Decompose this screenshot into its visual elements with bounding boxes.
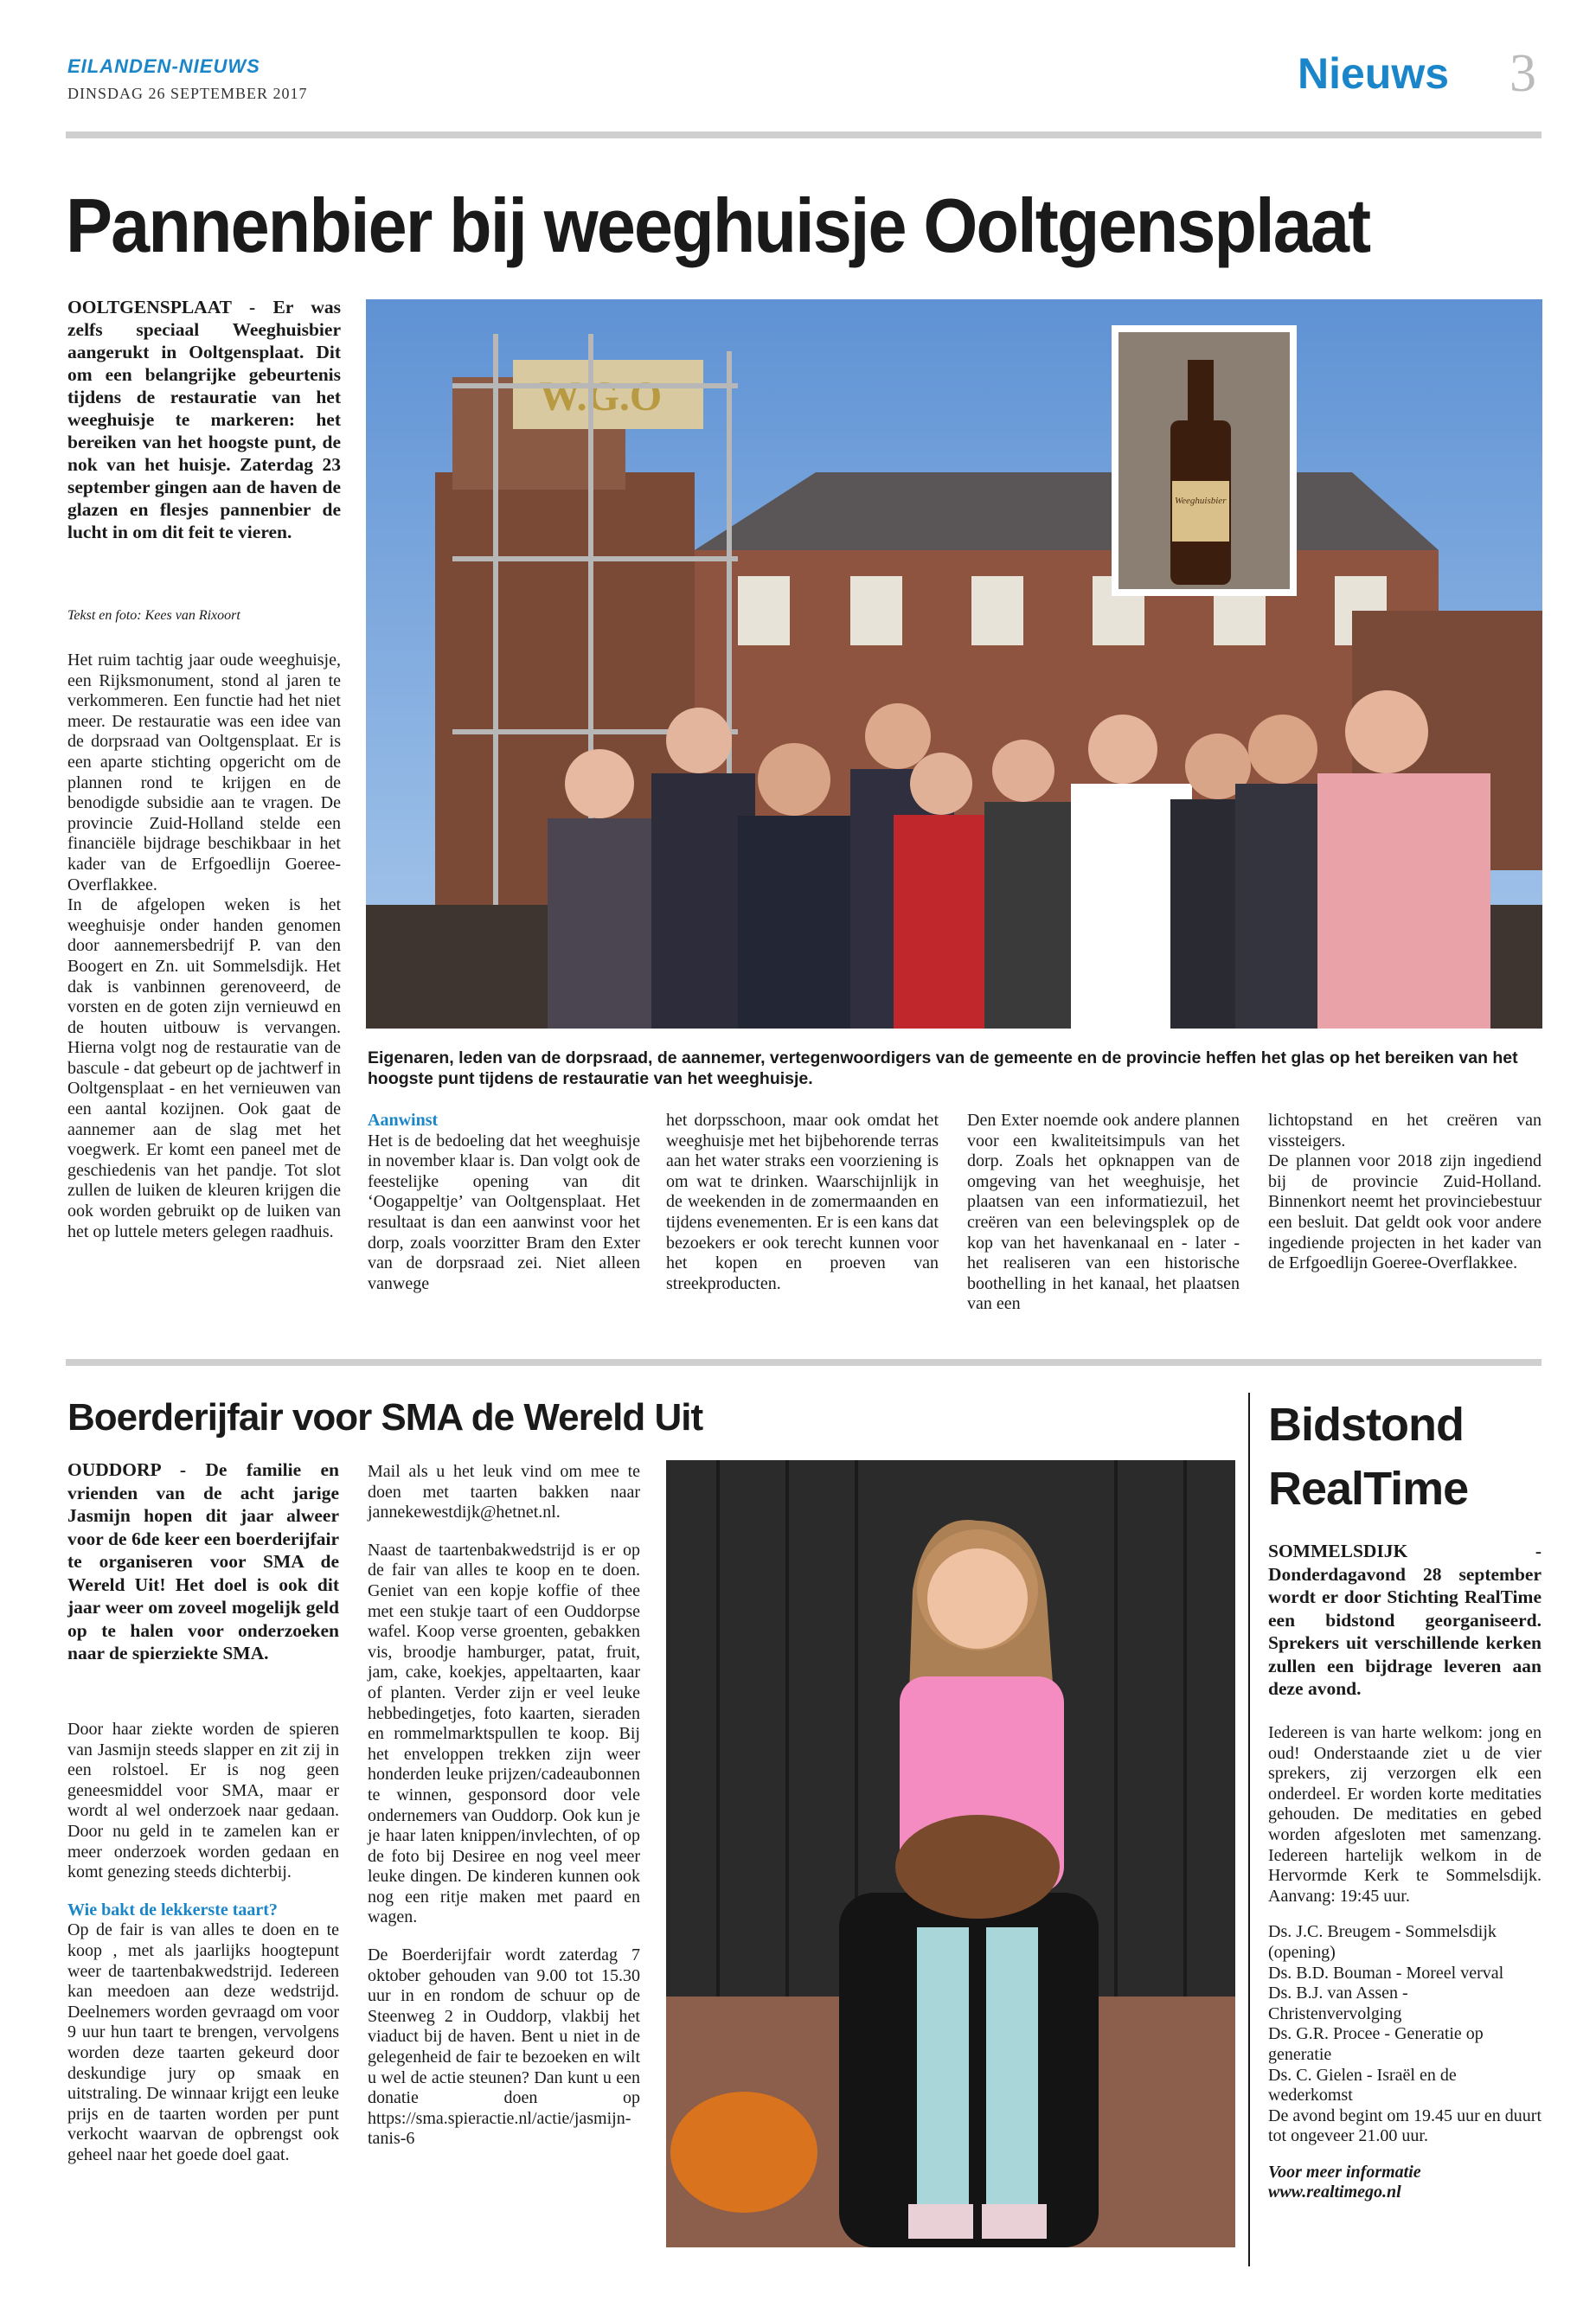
article-headline: Pannenbier bij weeghuisje Ooltgensplaat xyxy=(66,183,1370,268)
speaker-list xyxy=(1268,1922,1542,2106)
paragraph: Mail als u het leuk vind om mee te doen met taarten bakken naar jannekewestdijk@hetnet.nl. xyxy=(368,1462,640,1522)
article-body-col3 xyxy=(666,1111,939,1294)
paragraph: Den Exter noemde ook andere plannen voor een kwaliteitsimpuls van het dorp. Zoals het opknappen van de omgeving van het weeghuisje, het plaatsen van een informatiezuil, het creëren van een belevingsplek op de kop van het havenkanaal en - later - het realiseren van een historische boothelling in het kanaal, het plaatsen van een xyxy=(967,1111,1240,1314)
paragraph: Het is de bedoeling dat het weeghuisje in november klaar is. Dan volgt ook de feestelijke opening van dit ‘Oogappeltje’ van Ooltgensplaat. Het resultaat is dan een aanwinst voor het dorp, zoals voorzitter Bram den Exter van de dorpsraad zei. Niet alleen vanwege xyxy=(368,1131,640,1293)
paragraph: lichtopstand en het creëren van vissteigers. xyxy=(1268,1111,1542,1150)
article-body-col2 xyxy=(368,1111,640,1294)
article2-lead: OUDDORP - De familie en vrienden van de acht jarige Jasmijn hopen dit jaar alweer voor de 6de keer een boerderijfair te organiseren voor SMA de Wereld Uit! Het doel is ook dit jaar weer om zoveel mogelijk geld op te halen voor onderzoeken naar de spierziekte SMA. xyxy=(67,1459,339,1663)
masthead-logo: EILANDEN-NIEUWS xyxy=(67,55,260,77)
section-divider xyxy=(66,1359,1542,1366)
page-number: 3 xyxy=(1509,44,1536,103)
paragraph: Op de fair is van alles te doen en te koop , met als jaarlijks hoogtepunt weer de taartenbakwedstrijd. Iedereen kan meedoen aan deze wedstrijd. Deelnemers worden gevraagd om voor 9 uur hun taart te brengen, vervolgens worden deze taarten gekeurd door deskundige jury op smaak en uitstraling. De winnaar krijgt een leuke prijs en de taarten worden per punt verkocht waarvan de opbrengst ook geheel naar het goede doel gaat. xyxy=(67,1920,339,2164)
article-body-col1 xyxy=(67,651,341,1242)
paragraph: het dorpsschoon, maar ook omdat het weeghuisje met het bijbehorende terras aan het water straks een voorziening is om wat te drinken. Waarschijnlijk in de weekenden in de zomermaanden en tijdens evenementen. Er is een kans dat bezoekers er ook terecht kunnen voor het kopen en proeven van streekproducten. xyxy=(666,1111,939,1293)
photo-girl-wheelchair xyxy=(666,1460,1235,2247)
paragraph: Door haar ziekte worden de spieren van Jasmijn steeds slapper en zit zij in een rolstoel. Er is nog geen geneesmiddel voor SMA, maar er wordt al wel onderzoek naar gedaan. Door nu geld in te zamelen kan er meer onderzoek worden gedaan en komt genezing steeds dichterbij. xyxy=(67,1720,339,1882)
article-body-col5 xyxy=(1268,1111,1542,1274)
list-item: Ds. J.C. Breugem - Sommelsdijk (opening) xyxy=(1268,1922,1497,1962)
paragraph: Iedereen is van harte welkom: jong en oud! Onderstaande ziet u de vier sprekers, zij verzorgen elk een onderdeel. Er worden korte meditaties gehouden. De meditaties en gebed worden afgesloten met samenzang. Iedereen hartelijk welkom in de Hervormde Kerk te Sommelsdijk. Aanvang: 19:45 uur. xyxy=(1268,1723,1542,1906)
main-photo xyxy=(366,299,1542,1029)
paragraph: Naast de taartenbakwedstrijd is er op de fair van alles te koop en te doen. Geniet van een kopje koffie of thee met een stukje taart of een Ouddorpse wafel. Koop verse groenten, gebakken vis, broodje hamburger, patat, fruit, jam, cake, koekjes, appeltaarten, kaar of planten. Verder zijn er veel leuke hebbedingetjes, foto kaarten, sieraden en rommelmarktspullen te koop. Bij het enveloppen trekken zijn weer honderden leuke prijzen/cadeaubonnen te winnen, gesponsord door vele ondernemers van Ouddorp. Ook kun je je haar laten knippen/invlechten, of op de foto bij Desiree en nog veel meer leuke dingen. De kinderen kunnen ook nog een ritje maken met paard en wagen. xyxy=(368,1540,640,1927)
article-body-col4 xyxy=(967,1111,1240,1315)
paragraph: De avond begint om 19.45 uur en duurt tot ongeveer 21.00 uur. xyxy=(1268,2106,1542,2146)
article-byline: Tekst en foto: Kees van Rixoort xyxy=(67,608,240,623)
list-item: Ds. G.R. Procee - Generatie op generatie xyxy=(1268,2024,1484,2064)
paragraph: Het ruim tachtig jaar oude weeghuisje, een Rijksmonument, stond al jaren te verkommeren. Een functie had het niet meer. De restauratie was een idee van de dorpsraad van Ooltgensplaat. Er is een aparte stichting opgericht om de plannen rond te krijgen en de benodigde subsidie aan te vragen. De provincie Zuid-Holland stelde een financiële bijdrage beschikbaar in het kader van de Erfgoedlijn Goeree-Overflakkee. xyxy=(67,651,341,894)
column-divider xyxy=(1248,1393,1250,2266)
more-info-label: Voor meer informatie xyxy=(1268,2162,1421,2182)
issue-date: DINSDAG 26 SEPTEMBER 2017 xyxy=(67,85,308,102)
section-title: Nieuws xyxy=(1298,49,1450,98)
header-rule xyxy=(66,131,1542,138)
list-item: Ds. B.D. Bouman - Moreel verval xyxy=(1268,1963,1504,1983)
paragraph: De plannen voor 2018 zijn ingediend bij de provincie Zuid-Holland. Binnenkort neemt het provinciebestuur een besluit. Dat geldt ook voor andere ingediende projecten in het kader van de Erfgoedlijn Goeree-Overflakkee. xyxy=(1268,1151,1542,1273)
subheading: Aanwinst xyxy=(368,1111,439,1130)
article3-lead: SOMMELSDIJK - Donderdagavond 28 september wordt er door Stichting RealTime een bidstond georganiseerd. Sprekers uit verschillende kerken zullen een bijdrage leveren aan deze avond. xyxy=(1268,1541,1542,1699)
bottle-label: Weeghuisbier xyxy=(1175,496,1227,506)
list-item: Ds. C. Gielen - Israël en de wederkomst xyxy=(1268,2065,1457,2106)
article3-body xyxy=(1268,1723,1542,2203)
photo-caption: Eigenaren, leden van de dorpsraad, de aannemer, vertegenwoordigers van de gemeente en de provincie heffen het glas op het bereiken van het hoogste punt tijdens de restauratie van het weeghuisje. xyxy=(368,1048,1518,1088)
photo-group-toast xyxy=(366,299,1542,1029)
article-lead: OOLTGENSPLAAT - Er was zelfs speciaal Weeghuisbier aangerukt in Ooltgensplaat. Dit om een belangrijke gebeurtenis tijdens de restauratie van het weeghuisje te markeren: het bereiken van het hoogste punt, de nok van het huisje. Zaterdag 23 september gingen aan de haven de glazen en flesjes pannenbier de lucht in om dit feit te vieren. xyxy=(67,297,341,542)
article2-headline: Boerderijfair voor SMA de Wereld Uit xyxy=(67,1396,703,1439)
paragraph: De Boerderijfair wordt zaterdag 7 oktober gehouden van 9.00 tot 15.30 uur in en rondom de schuur op de Steenweg 2 in Ouddorp, vlakbij het viaduct bij de haven. Bent u niet in de gelegenheid de fair te bezoeken en wilt u wel de actie steunen? Dan kunt u een donatie doen op https://sma.spieractie.nl/actie/jasmijn-tanis-6 xyxy=(368,1945,640,2149)
website-link[interactable]: www.realtimego.nl xyxy=(1268,2182,1401,2202)
article3-headline-line1: Bidstond xyxy=(1268,1399,1464,1451)
article2-body-col2 xyxy=(368,1462,640,2150)
article2-body-col1 xyxy=(67,1720,339,2165)
article2-photo xyxy=(666,1460,1235,2247)
paragraph: In de afgelopen weken is het weeghuisje onder handen genomen door aannemersbedrijf P. van den Boogert en Zn. uit Sommelsdijk. Het dak is vanbinnen gerenoveerd, de vorsten en de goten zijn vernieuwd en de houten uitbouw is vervangen. Hierna volgt nog de restauratie van de bascule - dat gebeurt op de jachtwerf in Ooltgensplaat - en het vernieuwen van een aantal kozijnen. Ook gaat de aannemer aan de slag met het voegwerk. Er komt een paneel met de geschiedenis van het pandje. Tot slot zullen de luiken de kleuren krijgen die ook worden gebruikt op de luiken van het op luttele meters gelegen raadhuis. xyxy=(67,895,341,1241)
list-item: Ds. B.J. van Assen - Christenvervolging xyxy=(1268,1984,1408,2023)
photo-banner: W.G.O xyxy=(539,374,663,420)
article3-headline-line2: RealTime xyxy=(1268,1463,1469,1515)
subheading: Wie bakt de lekkerste taart? xyxy=(67,1900,278,1920)
